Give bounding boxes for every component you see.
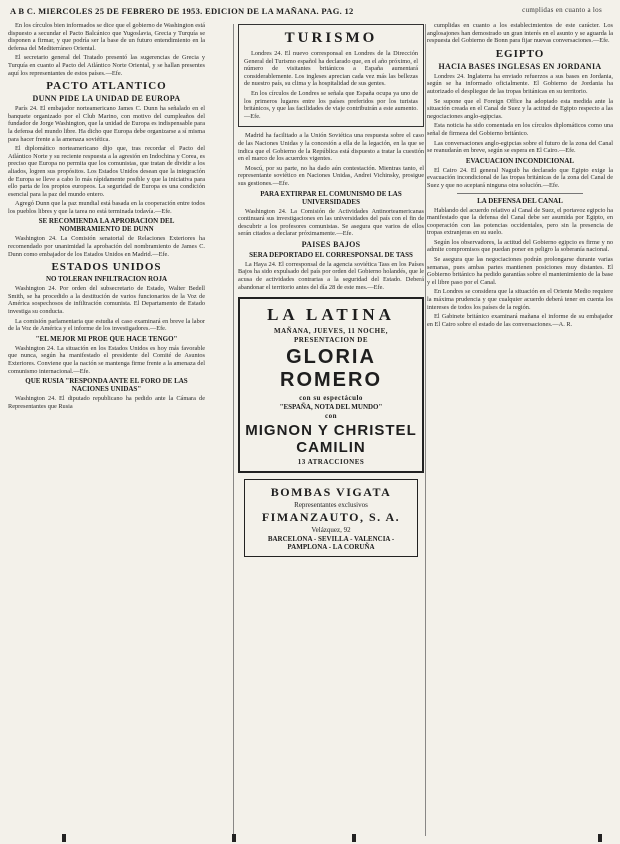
ad2-cities: BARCELONA - SEVILLA - VALENCIA - PAMPLONA - LA CORUÑA (267, 535, 395, 552)
ad-show-line: con su espectáculo (299, 394, 363, 403)
paises-bajos-heading: PAISES BAJOS (301, 239, 361, 249)
registration-mark (232, 834, 236, 842)
egipto-subheading: HACIA BASES INGLESAS EN JORDANIA (438, 61, 602, 71)
eeuu-paragraph: La comisión parlamentaria que estudia el caso examinará en breve la labor de la Voz de América y el informe de los investigadores.—Efe. (8, 317, 205, 333)
header-top-right-fragment: cumplidas en cuanto a los (522, 6, 602, 14)
ad2-company: FIMANZAUTO, S. A. (261, 510, 401, 525)
section-divider (457, 193, 583, 194)
ad-attractions-line: 13 ATRACCIONES (297, 458, 365, 467)
egipto-paragraph: Se supone que el Foreign Office ha adoptado esta medida ante la situación creada en el Canal de Suez y la actitud de Egipto respecto a las negociaciones anglo-egipcias. (427, 97, 613, 120)
egipto-paragraph: Londres 24. Inglaterra ha enviado refuerzos a sus bases en Jordania, según se ha informado oficialmente. El Gobierno de Jordania ha autorizado el despliegue de las tropas británicas en su territorio. (427, 72, 613, 95)
top-paragraph: cumplidas en cuanto a los establecimientos de este carácter. Los anglosajones han demostrado un gran interés en el asunto y se aguarda la respuesta del Gobierno de Bonn para fijar nuevas conversaciones.—Efe. (427, 22, 613, 45)
ad-with-line: con (325, 412, 337, 421)
ad2-line: Representantes exclusivos (294, 501, 368, 510)
defensa-paragraph: En Londres se considera que la situación en el Oriente Medio requiere la máxima prudencia y que cualquier acuerdo deberá tener en cuenta los intereses de todos los países de la región. (427, 288, 613, 311)
ad-second-star: MIGNON Y CHRISTEL CAMILIN (245, 422, 417, 457)
ad-presentation-line: PRESENTACION DE (293, 336, 369, 345)
mejor-heading: "EL MEJOR MI PROE QUE HACE TENGO" (35, 334, 178, 343)
defensa-paragraph: Hablando del acuerdo relativo al Canal de Suez, el portavoz egipcio ha manifestado que la defensa del Canal debe ser asumida por Egipto, en cooperación con las potencias occidentales, pero sin la presencia de tropas extranjeras en su suelo. (427, 206, 613, 237)
ad-star-name: GLORIA ROMERO (280, 346, 382, 392)
page-header (10, 6, 610, 20)
rusia-paragraph: Washington 24. El diputado republicano ha pedido ante la Cámara de Representantes que Rusia (8, 395, 205, 410)
extirpar-heading: PARA EXTIRPAR EL COMUNISMO DE LAS UNIVERSIDADES (260, 189, 402, 206)
registration-mark (598, 834, 602, 842)
defensa-paragraph: Según los observadores, la actitud del Gobierno egipcio es firme y no admite compromisos que puedan poner en peligro la soberanía nacional. (427, 238, 613, 254)
egipto-paragraph: Las conversaciones anglo-egipcias sobre el futuro de la zona del Canal se reanudarán en breve, según se espera en El Cairo.—Efe. (427, 139, 613, 155)
dunn-paragraph: El diplomático norteamericano dijo que, tras recordar el Pacto del Atlántico Norte y su reciente respuesta a la agresión en Indochina y Corea, es preciso que Europa no permita que los comunistas, que tratan de dividir a los aliados, logren sus propósitos. Los Estados Unidos desean que la integración de Europa se lleve a cabo lo más rápidamente posible y que la iniciativa para ello parta de los propios europeos. La seguridad de Europa es una condición esencial para la paz del mundo entero. (8, 145, 205, 198)
dunn-paragraph: París 24. El embajador norteamericano James C. Dunn ha señalado en el banquete organizado por el Club Marino, con motivo del cumpleaños del fundador de Jorge Washington, que la unidad de Europa es indispensable para la defensa del mundo libre. Ha dicho que Europa debe organizarse a sí misma para hacer frente a la amenaza soviética. (8, 105, 205, 143)
defensa-paragraph: Se asegura que las negociaciones podrán prolongarse durante varias semanas, pues ambas partes mantienen posiciones muy distantes. El Gobierno británico ha pedido garantías sobre el mantenimiento de la base y el libre paso por el Canal. (427, 256, 613, 286)
pacto-atlantico-heading: PACTO ATLANTICO (46, 80, 167, 93)
aprobacion-heading: SE RECOMIENDA LA APROBACION DEL NOMBRAMIENTO DE DUNN (38, 217, 175, 234)
la-latina-advertisement (238, 297, 424, 473)
ad-theatre-name: LA LATINA (267, 305, 395, 325)
bombas-vigata-advertisement (244, 479, 418, 557)
defensa-paragraph: El Gabinete británico examinará mañana el informe de su embajador en El Cairo sobre el estado de las conversaciones.—A. R. (427, 313, 613, 328)
column-rule-2 (425, 24, 426, 836)
evacuacion-heading: EVACUACION INCONDICIONAL (465, 156, 575, 165)
ad-show-title: "ESPAÑA, NOTA DEL MUNDO" (279, 403, 383, 412)
header-line: A B C. MIERCOLES 25 DE FEBRERO DE 1953. EDICION DE LA MAÑANA. PAG. 12 (10, 6, 354, 16)
column-rule-1 (233, 24, 234, 836)
estados-unidos-heading: ESTADOS UNIDOS (51, 261, 162, 274)
egipto-paragraph: Esta noticia ha sido comentada en los círculos diplomáticos como una señal de firmeza del Gobierno británico. (427, 122, 613, 137)
turismo-paragraph: En los círculos de Londres se señala que España ocupa ya uno de los primeros lugares entre los países preferidos por los turistas británicos, y que las facilidades de viaje contribuirán a este aumento.—Efe. (244, 89, 418, 120)
continued-paragraph: Madrid ha facilitado a la Unión Soviética una respuesta sobre el caso de las Naciones Unidas y la concesión a ella de la legación, en la que se indica que el Gobierno de la República está dispuesto a tratar la cuestión en el marco de los acuerdos vigentes. (238, 132, 424, 163)
extirpar-paragraph: Washington 24. La Comisión de Actividades Antinorteamericanas continuará sus investigaciones en las universidades del país con el fin de descubrir a los profesores comunistas. Se asegura que varios de ellos serán citados a declarar próximamente.—Efe. (238, 207, 424, 238)
paises-bajos-subheading: SERA DEPORTADO EL CORRESPONSAL DE TASS (249, 250, 413, 259)
ad2-title: BOMBAS VIGATA (270, 485, 392, 500)
dunn-paragraph: Agregó Dunn que la paz mundial está basada en la cooperación entre todos los pueblos libres y que la tarea no está terminada todavía.—Efe. (8, 200, 205, 215)
registration-mark (62, 834, 66, 842)
defensa-heading: LA DEFENSA DEL CANAL (477, 196, 563, 205)
column-2 (238, 22, 424, 838)
mejor-paragraph: Washington 24. La situación en los Estados Unidos es hoy más favorable que nunca, según ha manifestado el presidente del Comité de Asuntos Exteriores. Conviene que la nación se mantenga firme frente a la amenaza del comunismo internacional.—Efe. (8, 344, 205, 375)
dunn-heading: DUNN PIDE LA UNIDAD DE EUROPA (32, 94, 181, 104)
estados-unidos-subheading: NO TOLERAN INFILTRACION ROJA (45, 275, 168, 284)
registration-mark (352, 834, 356, 842)
turismo-box (238, 24, 424, 127)
intro-paragraph: En los círculos bien informados se dice que el gobierno de Washington está dispuesto a secundar el Pacto Balcánico que Yugoslavia, Grecia y Turquía se disponen a firmar, y que podría ser la base de un futuro entendimiento en la defensa del Mediterráneo Oriental. (8, 22, 205, 52)
print-registration-marks (0, 832, 620, 842)
column-3 (427, 22, 613, 838)
paises-bajos-paragraph: La Haya 24. El corresponsal de la agencia soviética Tass en los Países Bajos ha sido expulsado del país por orden del Gobierno holandés, que le acusa de actividades contrarias a la seguridad del Estado. Deberá abandonar el territorio antes del día 28 de este mes.—Efe. (238, 260, 424, 291)
column-1 (8, 22, 205, 838)
aprobacion-paragraph: Washington 24. La Comisión senatorial de Relaciones Exteriores ha recomendado por unanimidad la aprobación del nombramiento de James C. Dunn como embajador de los Estados Unidos en Madrid.—Efe. (8, 235, 205, 258)
eeuu-paragraph: Washington 24. Por orden del subsecretario de Estado, Walter Bedell Smith, se ha procedido a la destitución de varios funcionarios de la Voz de América sospechosos de infiltración comunista. El Departamento de Estado investiga su conducta. (8, 285, 205, 316)
rusia-heading: QUE RUSIA "RESPONDA ANTE EL FORO DE LAS NACIONES UNIDAS" (25, 377, 188, 394)
egipto-heading: EGIPTO (495, 47, 545, 60)
continued-paragraph: Moscú, por su parte, no ha dado aún contestación. Mientras tanto, el representante soviético en Naciones Unidas, Andrei Vichinsky, prosigue sus gestiones.—Efe. (238, 164, 424, 187)
ad-date-line: MAÑANA, JUEVES, 11 NOCHE, (273, 327, 388, 336)
intro-paragraph: El secretario general del Tratado presentó las sugerencias de Grecia y Turquía en cuanto al Pacto del Atlántico Norte Oriental, y se hallan presentes aquí los representantes de estos países.—Efe. (8, 54, 205, 77)
evacuacion-paragraph: El Cairo 24. El general Naguib ha declarado que Egipto exige la evacuación incondicional de las tropas británicas de la zona del Canal de Suez y que no aceptará ninguna otra solución.—Efe. (427, 166, 613, 189)
ad2-address: Velázquez, 92 (311, 526, 351, 535)
turismo-paragraph: Londres 24. El nuevo corresponsal en Londres de la Dirección General del Turismo español ha declarado que, en el año próximo, el número de visitantes británicos a España aumentará considerablemente. Los ingleses aprecian cada vez más las bellezas de nuestro país, su clima y la hospitalidad de sus gentes. (244, 50, 418, 88)
turismo-heading: TURISMO (284, 30, 378, 46)
